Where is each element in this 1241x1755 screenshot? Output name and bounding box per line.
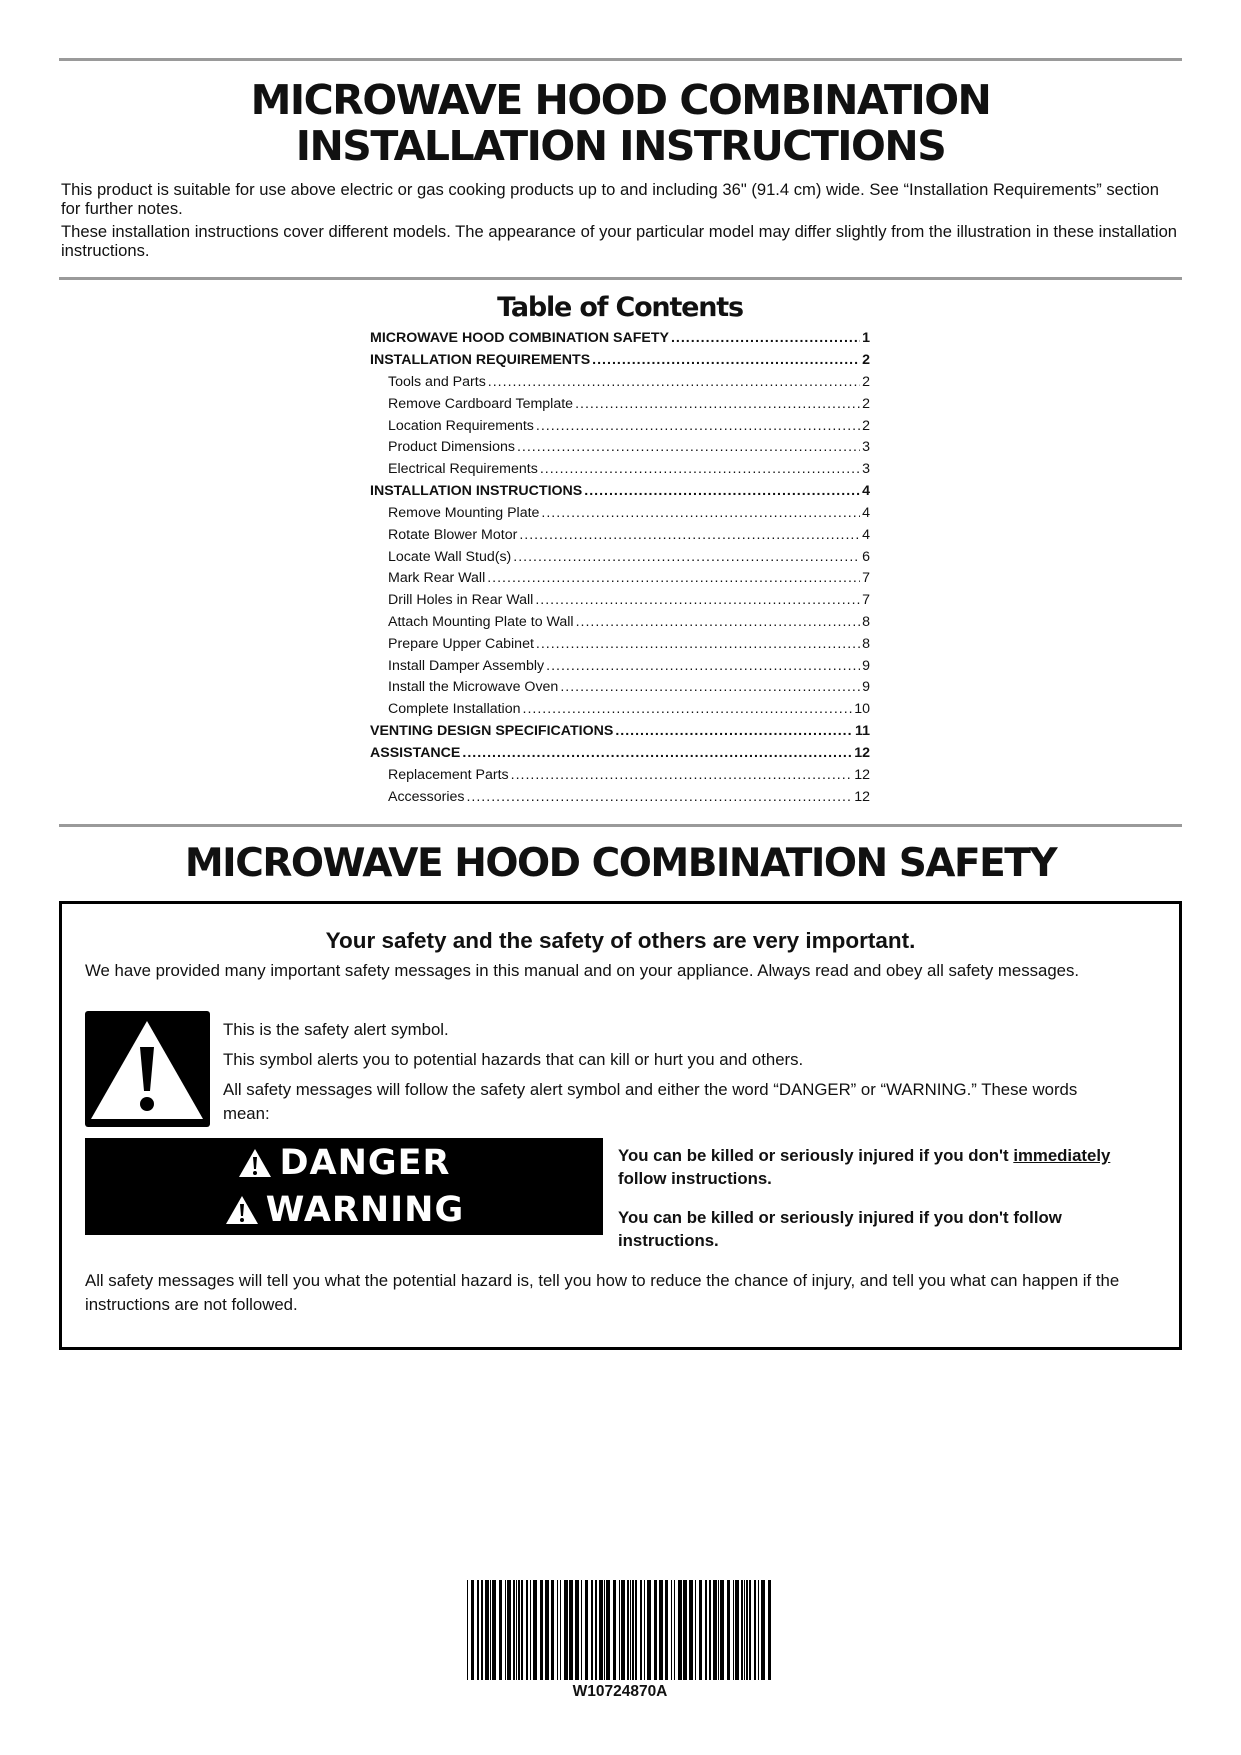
toc-entry-page: 12 (854, 744, 870, 761)
alert-line-1: This is the safety alert symbol. (223, 1020, 449, 1039)
alert-line-2: This symbol alerts you to potential hazards that can kill or hurt you and others. (223, 1050, 804, 1069)
toc-leader-dots (546, 658, 860, 674)
toc-entry-page: 10 (854, 701, 870, 718)
toc-entry (370, 723, 870, 745)
toc-leader-dots (615, 723, 853, 739)
toc-rule (59, 824, 1182, 827)
toc-entry-page: 8 (862, 613, 870, 630)
danger-banner (85, 1138, 603, 1188)
toc-leader-dots (511, 767, 853, 783)
toc-entry-label: Mark Rear Wall (388, 570, 486, 587)
warning-text-b: instructions. (618, 1231, 719, 1250)
toc-title: Table of Contents (497, 292, 743, 323)
toc-entry-label: Complete Installation (388, 701, 521, 718)
toc-leader-dots (462, 745, 852, 761)
toc-entry (370, 767, 870, 789)
toc-entry-label: Accessories (388, 788, 465, 805)
safety-box-intro: We have provided many important safety messages in this manual and on your appliance. Always read and obey all safety messages. (85, 961, 1080, 980)
toc-entry-label: ASSISTANCE (370, 744, 461, 761)
toc-leader-dots (540, 461, 860, 477)
warning-alert-icon (224, 1194, 260, 1226)
toc-entry (370, 374, 870, 396)
intro-paragraph-2: These installation instructions cover different models. The appearance of your particular model may differ slightly from the illustration in these installation instructions. (61, 222, 1178, 260)
danger-alert-icon (237, 1147, 273, 1179)
warning-triangle-icon (85, 1011, 210, 1127)
danger-text-underlined: immediately (1013, 1146, 1111, 1165)
toc-leader-dots (541, 505, 860, 521)
toc-entry-label: Install the Microwave Oven (388, 679, 559, 696)
table-of-contents (370, 330, 870, 811)
safety-box-title: Your safety and the safety of others are very important. (325, 928, 916, 953)
toc-entry (370, 679, 870, 701)
safety-heading: MICROWAVE HOOD COMBINATION SAFETY (184, 841, 1057, 886)
toc-entry-page: 12 (854, 788, 870, 805)
toc-entry-label: Tools and Parts (388, 374, 486, 390)
toc-leader-dots (517, 439, 860, 455)
toc-entry-page: 8 (862, 635, 870, 652)
toc-entry-page: 2 (862, 352, 870, 368)
toc-entry-page: 1 (862, 330, 870, 346)
toc-entry-page: 9 (862, 679, 870, 696)
toc-entry (370, 461, 870, 483)
toc-entry-page: 2 (862, 374, 870, 390)
toc-entry (370, 789, 870, 811)
toc-entry (370, 570, 870, 592)
safety-box (59, 901, 1182, 1350)
toc-entry-label: Rotate Blower Motor (388, 526, 518, 543)
toc-leader-dots (576, 614, 861, 630)
toc-entry-label: Install Damper Assembly (388, 657, 545, 674)
toc-entry-label: Attach Mounting Plate to Wall (388, 613, 574, 630)
toc-leader-dots (488, 374, 860, 390)
toc-leader-dots (592, 352, 860, 368)
toc-leader-dots (513, 549, 860, 565)
toc-entry-label: INSTALLATION REQUIREMENTS (370, 352, 591, 368)
toc-entry (370, 396, 870, 418)
toc-leader-dots (584, 483, 860, 499)
danger-description (618, 1144, 1163, 1190)
part-number: W10724870A (572, 1683, 668, 1700)
toc-entry-page: 4 (862, 504, 870, 521)
toc-leader-dots (487, 570, 860, 586)
toc-leader-dots (560, 679, 860, 695)
toc-entry (370, 549, 870, 571)
toc-entry (370, 745, 870, 767)
toc-entry-page: 4 (862, 482, 870, 499)
toc-entry-label: Electrical Requirements (388, 461, 538, 478)
warning-banner (85, 1185, 603, 1235)
toc-entry-page: 3 (862, 439, 870, 456)
toc-entry-page: 9 (862, 657, 870, 674)
toc-entry-label: Location Requirements (388, 417, 534, 434)
toc-entry-page: 12 (854, 766, 870, 783)
toc-leader-dots (536, 636, 860, 652)
toc-entry-label: Drill Holes in Rear Wall (388, 592, 534, 609)
toc-entry-label: Locate Wall Stud(s) (388, 548, 512, 565)
toc-entry (370, 330, 870, 352)
toc-entry (370, 636, 870, 658)
warning-text-follow: follow (1013, 1208, 1062, 1227)
toc-entry (370, 418, 870, 440)
toc-leader-dots (519, 527, 860, 543)
toc-entry-label: INSTALLATION INSTRUCTIONS (370, 482, 583, 499)
danger-text-a: You can be killed or seriously injured if you don't (618, 1146, 1014, 1165)
toc-entry-label: Replacement Parts (388, 766, 509, 783)
toc-entry-label: VENTING DESIGN SPECIFICATIONS (370, 722, 614, 739)
warning-word: WARNING (265, 1190, 465, 1230)
danger-word: DANGER (279, 1143, 451, 1183)
toc-entry-label: Prepare Upper Cabinet (388, 635, 534, 652)
barcode-icon (465, 1580, 775, 1680)
toc-entry (370, 439, 870, 461)
page-title-line2: INSTALLATION INSTRUCTIONS (295, 122, 946, 170)
toc-entry-label: Product Dimensions (388, 439, 515, 456)
toc-entry-page: 11 (855, 722, 870, 739)
intro-paragraph-1: This product is suitable for use above electric or gas cooking products up to and including 36" (91.4 cm) wide. See “Installation Requirements” section for further notes. (61, 180, 1159, 218)
toc-entry-page: 2 (862, 395, 870, 412)
toc-leader-dots (575, 396, 860, 412)
toc-entry-label: Remove Cardboard Template (388, 395, 574, 412)
toc-entry (370, 505, 870, 527)
toc-leader-dots (535, 592, 860, 608)
toc-entry (370, 614, 870, 636)
warning-description (618, 1206, 1163, 1252)
toc-leader-dots (523, 701, 853, 717)
toc-entry (370, 658, 870, 680)
intro-rule (59, 277, 1182, 280)
alert-line-3: All safety messages will follow the safety alert symbol and either the word “DANGER” or “WARNING.” These words mean: (223, 1080, 1078, 1123)
toc-entry (370, 701, 870, 723)
top-rule (59, 58, 1182, 61)
page-title-line1: MICROWAVE HOOD COMBINATION (250, 76, 991, 124)
toc-entry-page: 4 (862, 526, 870, 543)
toc-entry (370, 352, 870, 374)
toc-entry (370, 527, 870, 549)
safety-box-closing: All safety messages will tell you what the potential hazard is, tell you how to reduce the chance of injury, and tell you what can happen if the instructions are not followed. (85, 1271, 1120, 1314)
toc-entry-page: 3 (862, 461, 870, 478)
toc-entry-page: 7 (862, 570, 870, 587)
alert-symbol-explanation (223, 1015, 1123, 1126)
toc-entry-page: 6 (862, 548, 870, 565)
toc-entry-page: 7 (862, 592, 870, 609)
toc-entry (370, 592, 870, 614)
danger-text-b: follow instructions. (618, 1169, 772, 1188)
toc-entry-page: 2 (862, 417, 870, 434)
toc-entry (370, 483, 870, 505)
toc-leader-dots (671, 330, 860, 346)
toc-leader-dots (536, 418, 860, 434)
toc-leader-dots (466, 789, 852, 805)
toc-entry-label: Remove Mounting Plate (388, 504, 540, 521)
warning-text-a: You can be killed or seriously injured if you don't (618, 1208, 1014, 1227)
toc-entry-label: MICROWAVE HOOD COMBINATION SAFETY (370, 330, 669, 346)
